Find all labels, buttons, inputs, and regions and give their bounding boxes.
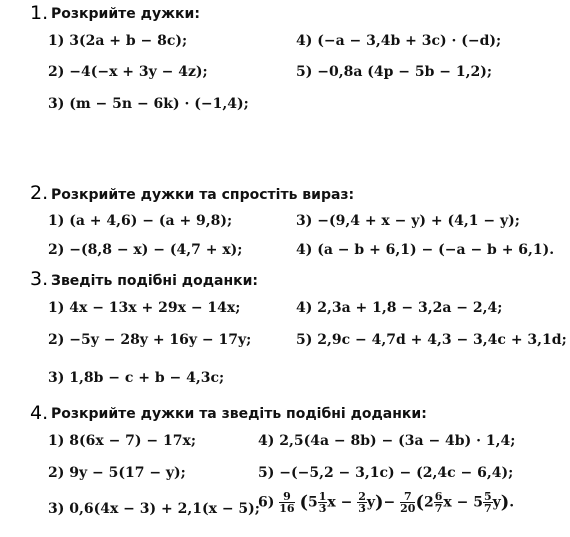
term: y bbox=[366, 494, 375, 511]
task-item: 1) (a + 4,6) − (a + 9,8); bbox=[48, 213, 233, 229]
task-number: 2. bbox=[30, 182, 49, 204]
task-item: 3) −(9,4 + x − y) + (4,1 − y); bbox=[296, 213, 520, 229]
term: x − 5 bbox=[443, 494, 483, 511]
task-item: 5) 2,9c − 4,7d + 4,3 − 3,4c + 3,1d; bbox=[296, 332, 567, 348]
fraction: $\frac{6}{7}$ bbox=[434, 490, 443, 515]
close-paren: ) bbox=[500, 492, 510, 513]
task-item: 1) 4x − 13x + 29x − 14x; bbox=[48, 300, 241, 316]
fraction: $\frac{5}{7}$ bbox=[483, 490, 492, 515]
fraction: $\frac{7}{20}$ bbox=[400, 490, 416, 515]
period: . bbox=[509, 494, 515, 511]
task-item: 2) −5y − 28y + 16y − 17y; bbox=[48, 332, 252, 348]
task-number: 4. bbox=[30, 402, 49, 424]
term: y bbox=[492, 494, 501, 511]
task-item: 4) (a − b + 6,1) − (−a − b + 6,1). bbox=[296, 242, 555, 258]
item-prefix: 6) bbox=[258, 494, 275, 511]
task-item: 5) −0,8a (4p − 5b − 1,2); bbox=[296, 64, 493, 80]
fraction: $\frac{2}{3}$ bbox=[358, 490, 366, 515]
task-item: 2) −(8,8 − x) − (4,7 + x); bbox=[48, 242, 243, 258]
task-item: 3) (m − 5n − 6k) · (−1,4); bbox=[48, 96, 249, 112]
task-item: 1) 3(2a + b − 8c); bbox=[48, 33, 188, 49]
task-number: 3. bbox=[30, 268, 49, 290]
whole-number: 5 bbox=[307, 494, 318, 511]
task-item: 3) 0,6(4x − 3) + 2,1(x − 5); bbox=[48, 501, 260, 517]
task-heading: Розкрийте дужки та спростіть вираз: bbox=[51, 187, 355, 203]
fraction: $\frac{1}{3}$ bbox=[318, 490, 327, 515]
task-heading: Зведіть подібні доданки: bbox=[51, 273, 259, 289]
task-item: 4) (−a − 3,4b + 3c) · (−d); bbox=[296, 33, 502, 49]
task-heading: Розкрийте дужки та зведіть подібні доданки: bbox=[51, 406, 427, 422]
task-item: 4) 2,5(4a − 8b) − (3a − 4b) · 1,4; bbox=[258, 433, 516, 449]
open-paren: ( bbox=[299, 492, 308, 513]
task-item: 2) 9y − 5(17 − y); bbox=[48, 465, 186, 481]
fraction: $\frac{9}{16}$ bbox=[279, 490, 295, 515]
task-item: 1) 8(6x − 7) − 17x; bbox=[48, 433, 197, 449]
task-number: 1. bbox=[30, 2, 49, 24]
open-paren: ( bbox=[415, 492, 424, 513]
task-item: 4) 2,3a + 1,8 − 3,2a − 2,4; bbox=[296, 300, 503, 316]
term: x − bbox=[327, 494, 353, 511]
task-heading: Розкрийте дужки: bbox=[51, 6, 200, 22]
task-item: 2) −4(−x + 3y − 4z); bbox=[48, 64, 208, 80]
operator: − bbox=[383, 494, 396, 511]
task-item: 3) 1,8b − c + b − 4,3c; bbox=[48, 370, 225, 386]
task-item-fraction-expression bbox=[258, 491, 514, 514]
task-item: 5) −(−5,2 − 3,1c) − (2,4c − 6,4); bbox=[258, 465, 514, 481]
close-paren: ) bbox=[375, 492, 384, 513]
whole-number: 2 bbox=[423, 494, 434, 511]
